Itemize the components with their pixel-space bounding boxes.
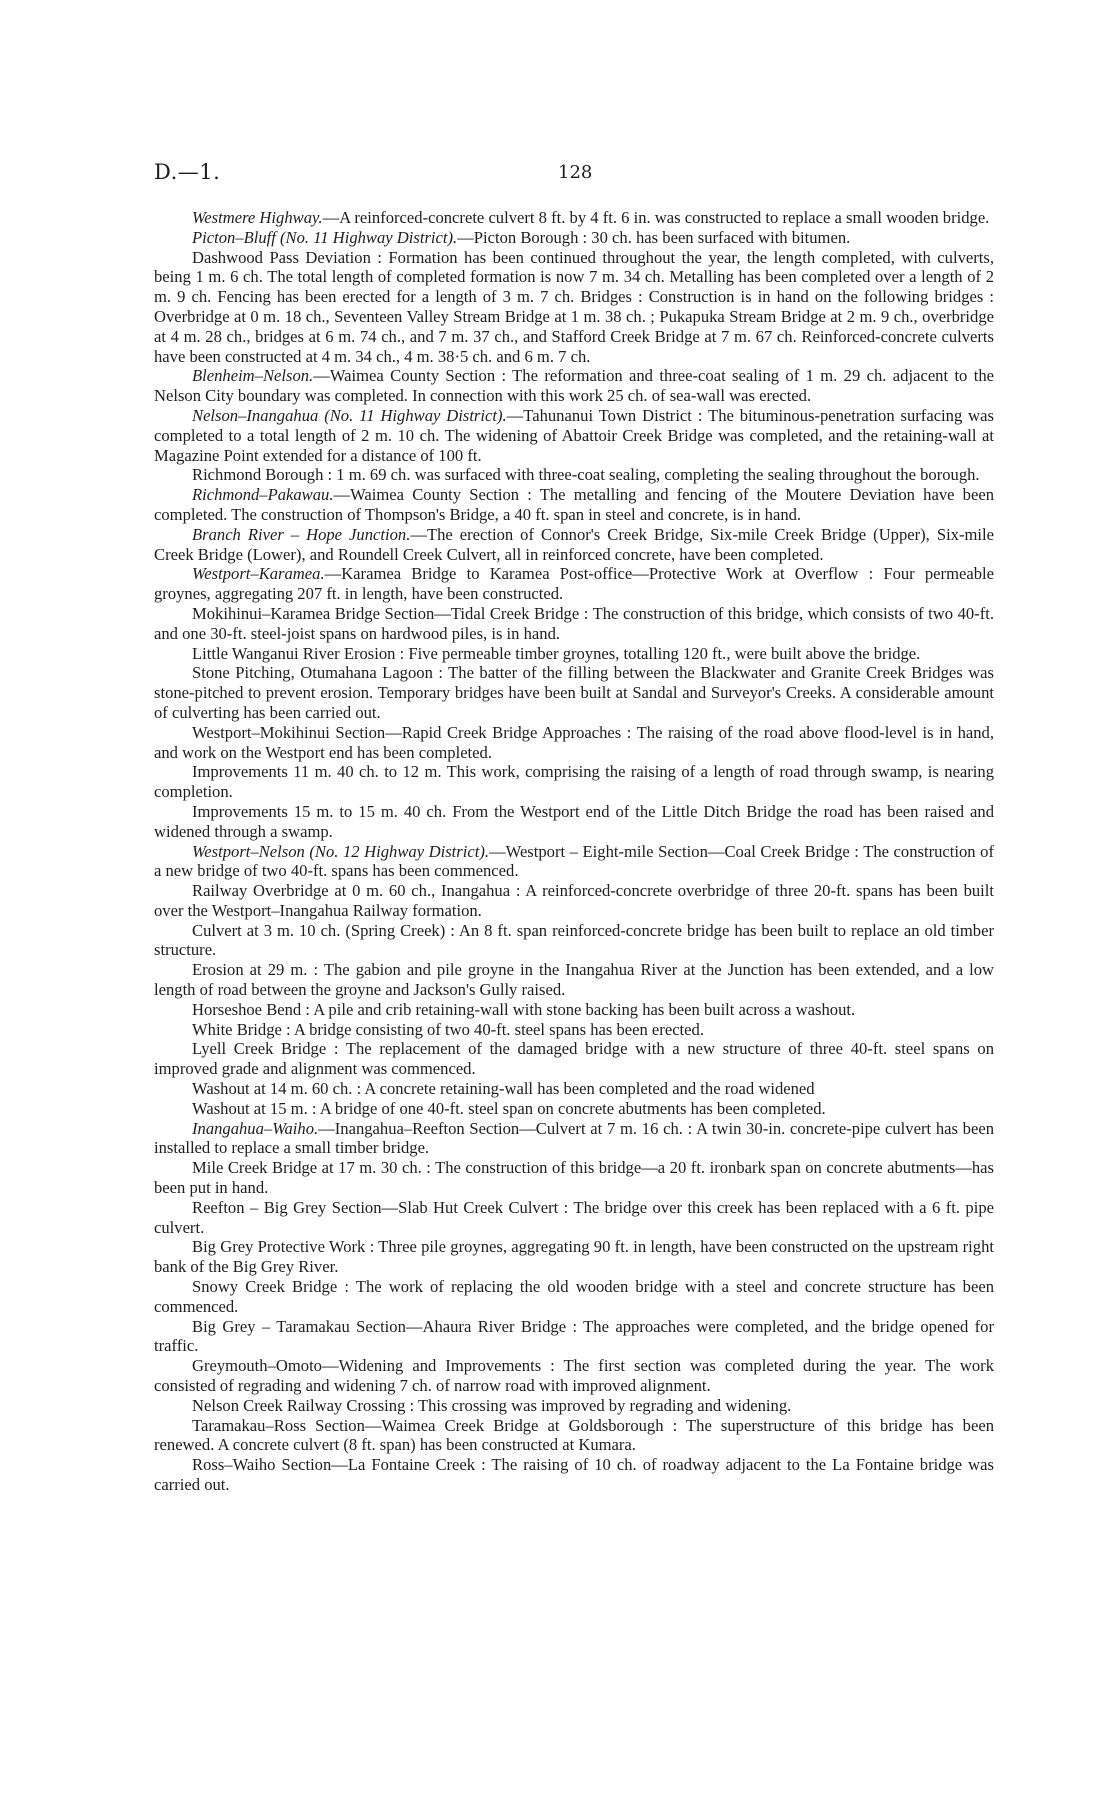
paragraph [154, 1000, 994, 1020]
paragraph-text: Mokihinui–Karamea Bridge Section—Tidal Creek Bridge : The construction of this bridge, which consists of two 40-ft. and one 30-ft. steel-joist spans on hardwood piles, is in hand. [154, 603, 994, 643]
paragraph-text: —Inangahua–Reefton Section—Culvert at 7 m. 16 ch. : A twin 30-in. concrete-pipe culvert has been installed to replace a small timber bridge. [154, 1118, 994, 1158]
paragraph-text: Richmond Borough : 1 m. 69 ch. was surfaced with three-coat sealing, completing the sealing throughout the borough. [192, 465, 980, 485]
paragraph-text: Culvert at 3 m. 10 ch. (Spring Creek) : An 8 ft. span reinforced-concrete bridge has been built to replace an old timber structure. [154, 920, 994, 960]
paragraph-text: Ross–Waiho Section—La Fontaine Creek : The raising of 10 ch. of roadway adjacent to the La Fontaine bridge was carried out. [154, 1455, 994, 1494]
page-number: 128 [558, 162, 593, 183]
paragraph [154, 762, 994, 802]
paragraph [154, 842, 994, 882]
paragraph [154, 960, 994, 1000]
paragraph [154, 465, 994, 485]
paragraph-text: Big Grey Protective Work : Three pile groynes, aggregating 90 ft. in length, have been constructed on the upstream right bank of the Big Grey River. [154, 1237, 994, 1277]
paragraph-text: Dashwood Pass Deviation : Formation has been continued throughout the year, the length completed, with culverts, being 1 m. 6 ch. The total length of completed formation is now 7 m. 34 ch. Metalling has been completed over a length of 2 m. 9 ch. Fencing has been erected for a length of 3 m. 7 ch. Bridges : Construction is in hand on the following bridges : Overbridge at 0 m. 18 ch., Seventeen Valley Stream Bridge at 1 m. 38 ch. ; Pukapuka Stream Bridge at 2 m. 9 ch., overbridge at 4 m. 28 ch., bridges at 6 m. 74 ch., and 7 m. 37 ch., and Stafford Creek Bridge at 7 m. 67 ch. Reinforced-concrete culverts have been constructed at 4 m. 34 ch., 4 m. 38·5 ch. and 6 m. 7 ch. [154, 247, 994, 366]
paragraph-text: Westport–Mokihinui Section—Rapid Creek Bridge Approaches : The raising of the road above flood-level is in hand, and work on the Westport end has been completed. [154, 722, 994, 762]
paragraph [154, 228, 994, 248]
paragraph [154, 1099, 994, 1119]
paragraph [154, 1455, 994, 1495]
paragraph [154, 1020, 994, 1040]
paragraph [154, 1158, 994, 1198]
paragraph [154, 663, 994, 722]
paragraph-text: Greymouth–Omoto—Widening and Improvements : The first section was completed during the year. The work consisted of regrading and widening 7 ch. of narrow road with improved alignment. [154, 1356, 994, 1396]
paragraph-text: Improvements 15 m. to 15 m. 40 ch. From the Westport end of the Little Ditch Bridge the road has been raised and widened through a swamp. [154, 801, 994, 841]
paragraph [154, 1198, 994, 1238]
paragraph [154, 802, 994, 842]
paragraph-heading: Branch River – Hope Junction. [192, 524, 411, 544]
paragraph-text: Nelson Creek Railway Crossing : This crossing was improved by regrading and widening. [192, 1395, 792, 1415]
paragraph [154, 1396, 994, 1416]
paragraph-text: Improvements 11 m. 40 ch. to 12 m. This work, comprising the raising of a length of road through swamp, is nearing completion. [154, 762, 994, 802]
paragraph-text: Horseshoe Bend : A pile and crib retaining-wall with stone backing has been built across a washout. [192, 999, 856, 1019]
paragraph [154, 723, 994, 763]
paragraph-heading: Blenheim–Nelson. [192, 366, 314, 386]
paragraph-text: —Waimea County Section : The reformation and three-coat sealing of 1 m. 29 ch. adjacent to the Nelson City boundary was completed. In connection with this work 25 ch. of sea-wall was erected. [154, 366, 994, 406]
paragraph-heading: Picton–Bluff (No. 11 Highway District). [192, 227, 458, 247]
paragraph [154, 1039, 994, 1079]
paragraph [154, 644, 994, 664]
paragraph [154, 564, 994, 604]
paragraph-text: Lyell Creek Bridge : The replacement of the damaged bridge with a new structure of three 40-ft. steel spans on improved grade and alignment was commenced. [154, 1039, 994, 1079]
paragraph [154, 1356, 994, 1396]
paragraph-text: Taramakau–Ross Section—Waimea Creek Bridge at Goldsborough : The superstructure of this bridge has been renewed. A concrete culvert (8 ft. span) has been constructed at Kumara. [154, 1415, 994, 1455]
paragraph [154, 1119, 994, 1159]
paragraph-text: Snowy Creek Bridge : The work of replacing the old wooden bridge with a steel and concrete structure has been commenced. [154, 1277, 994, 1316]
paragraph [154, 208, 994, 228]
paragraph [154, 1277, 994, 1317]
paragraph [154, 1237, 994, 1277]
paragraph [154, 406, 994, 465]
paragraph [154, 921, 994, 961]
paragraph [154, 1416, 994, 1456]
paragraph-text: —Westport – Eight-mile Section—Coal Creek Bridge : The construction of a new bridge of two 40-ft. spans has been commenced. [154, 841, 994, 881]
paragraph-text: —A reinforced-concrete culvert 8 ft. by 4 ft. 6 in. was constructed to replace a small wooden bridge. [322, 208, 990, 227]
paragraph-text: Washout at 15 m. : A bridge of one 40-ft. steel span on concrete abutments has been completed. [192, 1098, 826, 1118]
paragraph-text: Railway Overbridge at 0 m. 60 ch., Inangahua : A reinforced-concrete overbridge of three 20-ft. spans has been built over the Westport–Inangahua Railway formation. [154, 881, 994, 920]
paragraph-heading: Westport–Karamea. [192, 564, 325, 584]
paragraph-text: —Tahunanui Town District : The bituminous-penetration surfacing was completed to a total length of 2 m. 10 ch. The widening of Abattoir Creek Bridge was completed, and the retaining-wall at Magazine Point extended for a distance of 100 ft. [154, 405, 994, 465]
paragraph-text: Washout at 14 m. 60 ch. : A concrete retaining-wall has been completed and the road widened [192, 1079, 815, 1099]
paragraph-text: Mile Creek Bridge at 17 m. 30 ch. : The construction of this bridge—a 20 ft. ironbark span on concrete abutments—has been put in hand. [154, 1158, 994, 1198]
paragraph [154, 881, 994, 921]
paragraph-heading: Inangahua–Waiho. [192, 1118, 319, 1138]
paragraph [154, 485, 994, 525]
paragraph-text: Reefton – Big Grey Section—Slab Hut Creek Culvert : The bridge over this creek has been replaced with a 6 ft. pipe culvert. [154, 1197, 994, 1237]
paragraph [154, 1317, 994, 1357]
paragraph-text: Stone Pitching, Otumahana Lagoon : The batter of the filling between the Blackwater and Granite Creek Bridges was stone-pitched to prevent erosion. Temporary bridges have been built at Sandal and Surveyor's Creeks. A considerable amount of culverting has been carried out. [154, 663, 994, 722]
paragraph [154, 604, 994, 644]
paragraph-text: White Bridge : A bridge consisting of two 40-ft. steel spans has been erected. [192, 1019, 704, 1039]
paragraph [154, 525, 994, 565]
body-text [154, 208, 994, 1495]
paragraph-heading: Nelson–Inangahua (No. 11 Highway District). [192, 405, 507, 425]
paragraph [154, 248, 994, 367]
page-header [154, 160, 994, 192]
paragraph-heading: Westmere Highway. [192, 208, 323, 227]
paragraph-heading: Richmond–Pakawau. [192, 485, 334, 505]
document-code: D.—1. [154, 160, 221, 184]
paragraph-text: Little Wanganui River Erosion : Five permeable timber groynes, totalling 120 ft., were built above the bridge. [192, 643, 921, 663]
paragraph-text: Big Grey – Taramakau Section—Ahaura River Bridge : The approaches were completed, and the bridge opened for traffic. [154, 1316, 994, 1356]
paragraph [154, 366, 994, 406]
paragraph-text: —The erection of Connor's Creek Bridge, Six-mile Creek Bridge (Upper), Six-mile Creek Bridge (Lower), and Roundell Creek Culvert, all in reinforced concrete, have been completed. [154, 524, 994, 564]
paragraph-text: —Waimea County Section : The metalling and fencing of the Moutere Deviation have been completed. The construction of Thompson's Bridge, a 40 ft. span in steel and concrete, is in hand. [154, 485, 994, 524]
paragraph-heading: Westport–Nelson (No. 12 Highway District). [192, 841, 490, 861]
paragraph-text: —Picton Borough : 30 ch. has been surfaced with bitumen. [457, 227, 851, 247]
paragraph-text: Erosion at 29 m. : The gabion and pile groyne in the Inangahua River at the Junction has been extended, and a low length of road between the groyne and Jackson's Gully raised. [154, 960, 994, 1000]
paragraph [154, 1079, 994, 1099]
paragraph-text: —Karamea Bridge to Karamea Post-office—Protective Work at Overflow : Four permeable groynes, aggregating 207 ft. in length, have been constructed. [154, 564, 994, 604]
